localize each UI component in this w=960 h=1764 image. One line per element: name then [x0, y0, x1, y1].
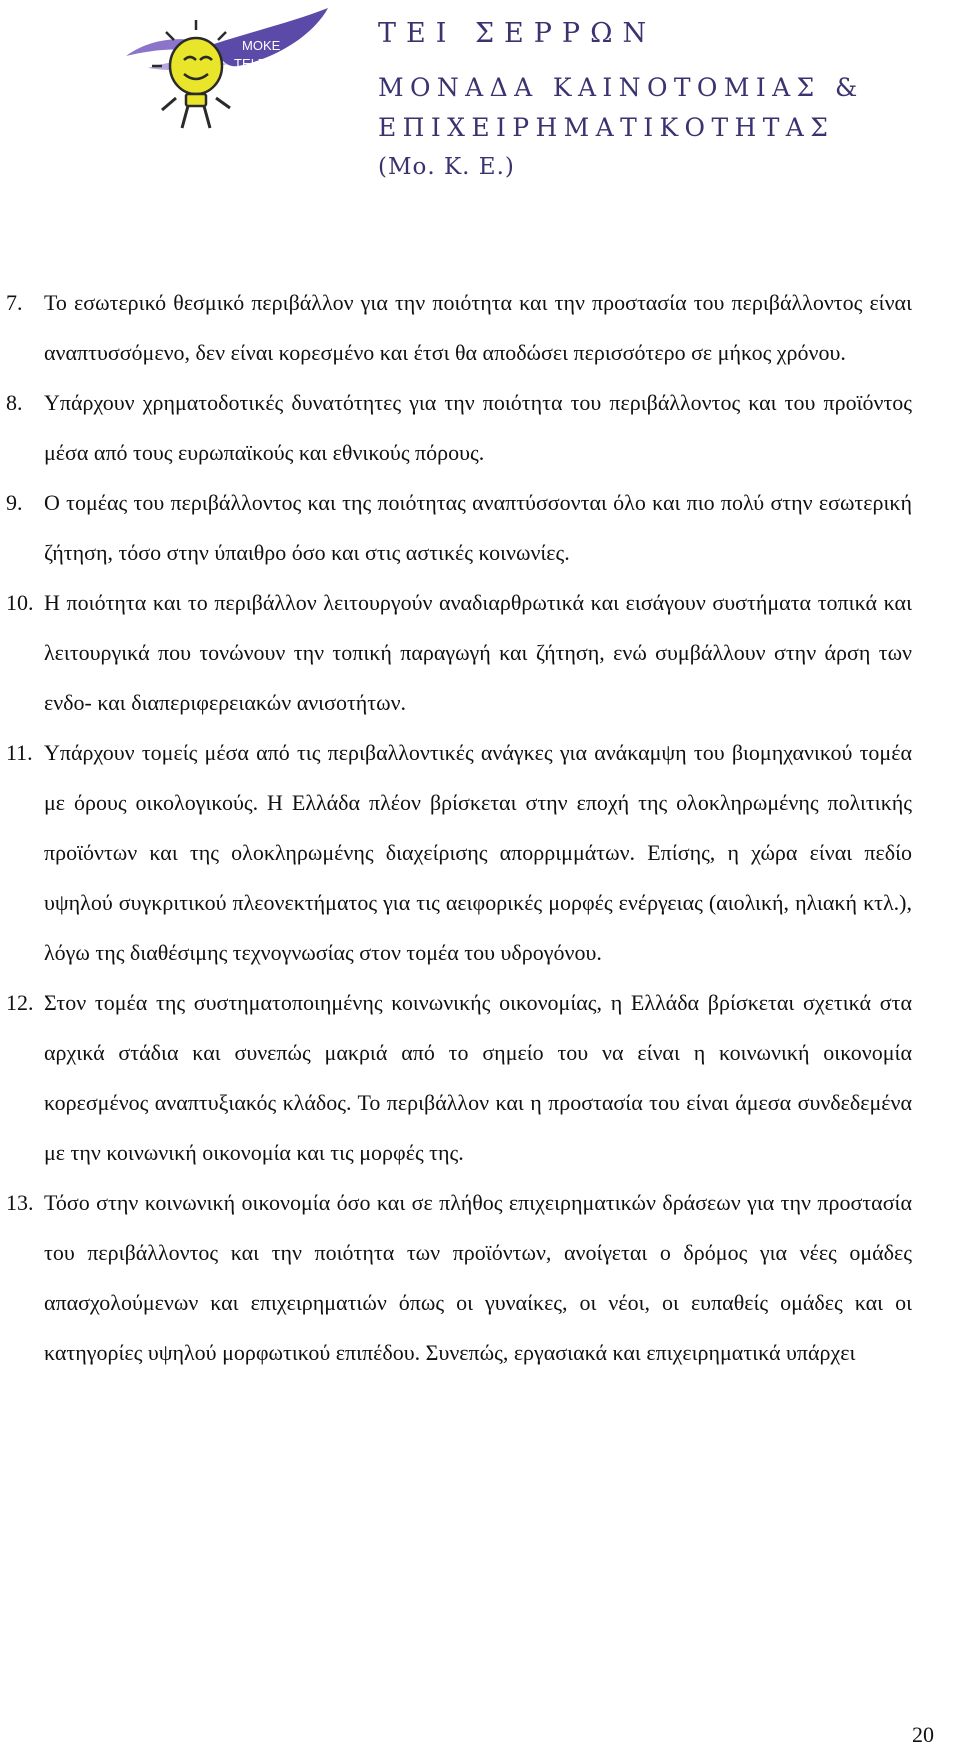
- list-item-number: 11.: [6, 740, 33, 765]
- list-item-number: 12.: [6, 990, 34, 1015]
- list-item: [0, 378, 912, 478]
- lightbulb-logo-icon: [118, 0, 333, 150]
- logo-text-line1: ΜΟΚΕ: [242, 38, 281, 53]
- list-item-text: Η ποιότητα και το περιβάλλον λειτουργούν αναδιαρθρωτικά και εισάγουν συστήματα τοπικά και λειτουργικά που τονώνουν την τοπική παραγωγή και ζήτηση, ενώ συμβάλλουν στην άρση των ενδο- και διαπεριφερειακών ανισοτήτων.: [44, 590, 912, 715]
- list-item-text: Ο τομέας του περιβάλλοντος και της ποιότητας αναπτύσσονται όλο και πιο πολύ στην εσωτερική ζήτηση, τόσο στην ύπαιθρο όσο και στις αστικές κοινωνίες.: [44, 490, 912, 565]
- logo-text-line2: ΤΕΙ Σερρών: [234, 56, 304, 71]
- list-item-text: Το εσωτερικό θεσμικό περιβάλλον για την ποιότητα και την προστασία του περιβάλλοντος είναι αναπτυσσόμενο, δεν είναι κορεσμένο και έτσι θα αποδώσει περισσότερο σε μήκος χρόνου.: [44, 290, 912, 365]
- page-number: 20: [912, 1722, 934, 1747]
- list-item-number: 8.: [6, 390, 23, 415]
- unit-name-line2: ΕΠΙΧΕΙΡΗΜΑΤΙΚΟΤΗΤΑΣ: [378, 113, 835, 142]
- list-item-number: 10.: [6, 590, 34, 615]
- list-item-number: 13.: [6, 1190, 34, 1215]
- list-item-number: 9.: [6, 490, 23, 515]
- list-item: [0, 278, 912, 378]
- page-header: [0, 0, 960, 200]
- list-item-text: Τόσο στην κοινωνική οικονομία όσο και σε πλήθος επιχειρηματικών δράσεων για την προστασία του περιβάλλοντος και την ποιότητα των προϊόντων, ανοίγεται ο δρόμος για νέες ομάδες απασχολούμενων και επιχειρηματιών όπως οι γυναίκες, οι νέοι, οι ευπαθείς ομάδες και οι κατηγορίες υψηλού μορφωτικού επιπέδου. Συνεπώς, εργασιακά και επιχειρηματικά υπάρχει: [44, 1190, 912, 1365]
- list-item: [0, 478, 912, 578]
- list-item-text: Στον τομέα της συστηματοποιημένης κοινωνικής οικονομίας, η Ελλάδα βρίσκεται σχετικά στα αρχικά στάδια και συνεπώς μακριά από το σημείο του να είναι η κοινωνική οικονομία κορεσμένος αναπτυξιακός κλάδος. Το περιβάλλον και η προστασία του είναι άμεσα συνδεδεμένα με την κοινωνική οικονομία και τις μορφές της.: [44, 990, 912, 1165]
- institution-titles: [378, 16, 864, 186]
- list-item-number: 7.: [6, 290, 23, 315]
- list-item: [0, 728, 912, 978]
- list-item-text: Υπάρχουν τομείς μέσα από τις περιβαλλοντικές ανάγκες για ανάκαμψη του βιομηχανικού τομέα με όρους οικολογικούς. Η Ελλάδα πλέον βρίσκεται στην εποχή της ολοκληρωμένης πολιτικής προϊόντων και της ολοκληρωμένης διαχείρισης απορριμμάτων. Επίσης, η χώρα είναι πεδίο υψηλού συγκριτικού πλεονεκτήματος για τις αειφορικές μορφές ενέργειας (αιολική, ηλιακή κτλ.), λόγω της διαθέσιμης τεχνογνωσίας στον τομέα του υδρογόνου.: [44, 740, 912, 965]
- unit-name-line1: ΜΟΝΑΔΑ ΚΑΙΝΟΤΟΜΙΑΣ &: [378, 73, 864, 102]
- list-item-text: Υπάρχουν χρηματοδοτικές δυνατότητες για την ποιότητα του περιβάλλοντος και του προϊόντος μέσα από τους ευρωπαϊκούς και εθνικούς πόρους.: [44, 390, 912, 465]
- list-item: [0, 978, 912, 1178]
- institution-name: ΤΕΙ ΣΕΡΡΩΝ: [378, 18, 657, 49]
- numbered-list: [0, 278, 960, 1378]
- unit-abbreviation: (Μο. Κ. Ε.): [378, 154, 515, 180]
- moke-logo: [118, 0, 333, 150]
- list-item: [0, 578, 912, 728]
- list-item: [0, 1178, 912, 1378]
